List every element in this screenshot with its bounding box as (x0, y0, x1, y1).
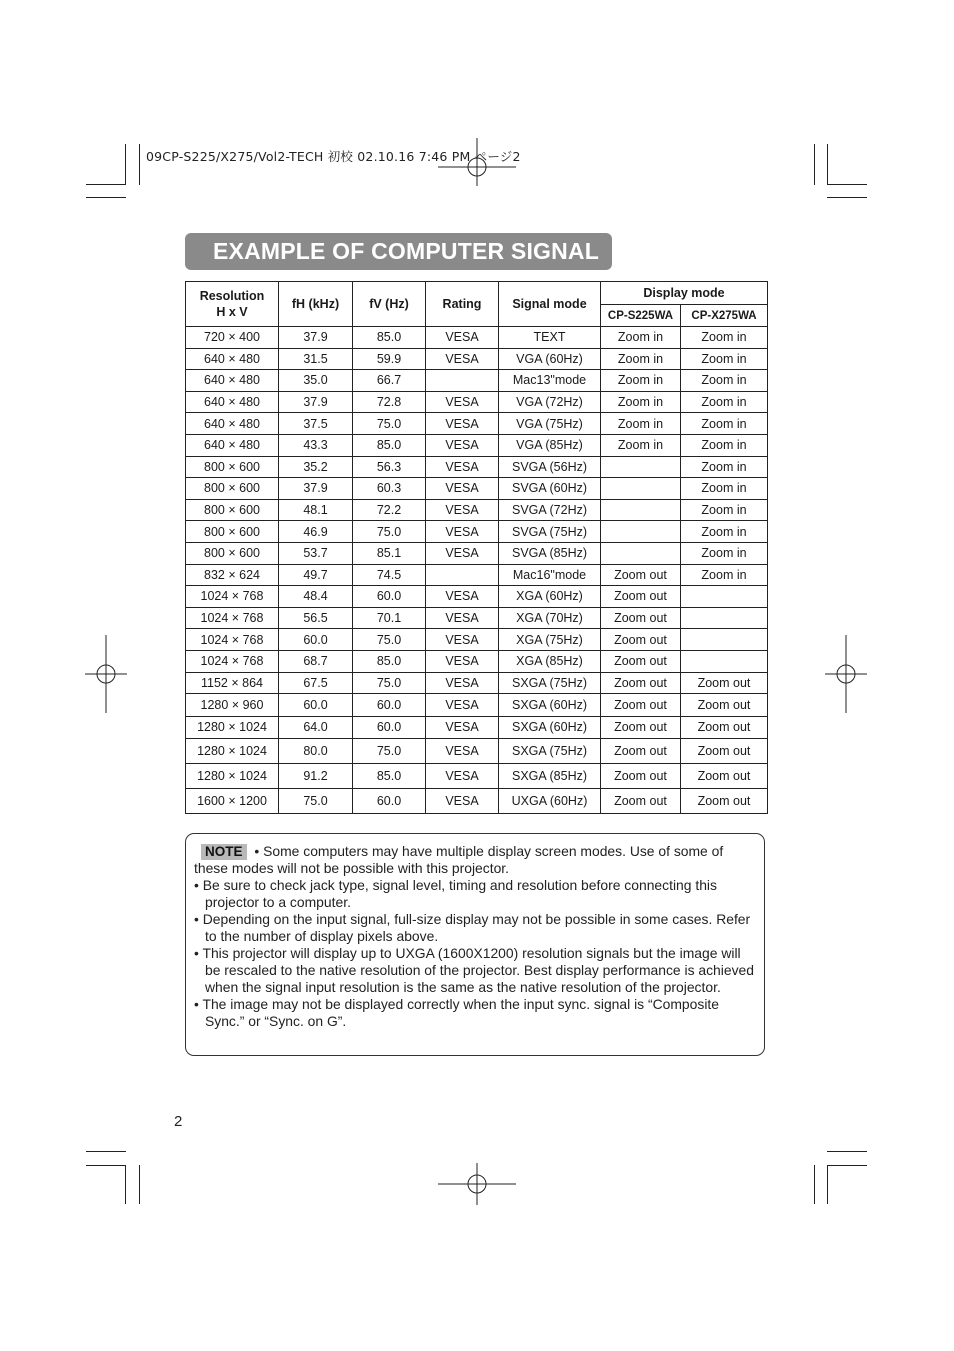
signal-mode-cell: XGA (60Hz) (499, 586, 601, 608)
display-mode-x275wa-cell: Zoom out (681, 764, 768, 789)
resolution-cell: 640 × 480 (186, 413, 279, 435)
display-mode-x275wa-cell: Zoom in (681, 327, 768, 349)
table-row (186, 348, 768, 370)
display-mode-s225wa-cell (601, 456, 681, 478)
fv-cell: 75.0 (353, 629, 426, 651)
resolution-cell: 1024 × 768 (186, 650, 279, 672)
header-model-cp-s225wa: CP-S225WA (601, 305, 681, 327)
display-mode-s225wa-cell: Zoom out (601, 694, 681, 717)
resolution-cell: 720 × 400 (186, 327, 279, 349)
note-bullet: • Be sure to check jack type, signal level, timing and resolution before connecting this projector to a computer. (194, 877, 717, 910)
fh-cell: 48.1 (279, 499, 353, 521)
signal-mode-cell: SXGA (75Hz) (499, 739, 601, 764)
fv-cell: 66.7 (353, 370, 426, 392)
signal-mode-cell: VGA (60Hz) (499, 348, 601, 370)
display-mode-s225wa-cell: Zoom in (601, 327, 681, 349)
fh-cell: 43.3 (279, 434, 353, 456)
note-bullet: • This projector will display up to UXGA (1600X1200) resolution signals but the image will be rescaled to the native resolution of the projector. Best display performance is achieved when the signal input resolution is the same as the native resolution of the projector. (194, 945, 754, 995)
display-mode-s225wa-cell: Zoom out (601, 716, 681, 739)
fh-cell: 49.7 (279, 564, 353, 586)
display-mode-s225wa-cell: Zoom out (601, 629, 681, 651)
resolution-cell: 1280 × 1024 (186, 739, 279, 764)
display-mode-s225wa-cell: Zoom out (601, 650, 681, 672)
note-first-paragraph: NOTE • Some computers may have multiple display screen modes. Use of some of these modes will not be possible with this projector. (194, 843, 724, 876)
signal-mode-cell: SVGA (85Hz) (499, 542, 601, 564)
display-mode-x275wa-cell: Zoom in (681, 521, 768, 543)
signal-mode-cell: XGA (70Hz) (499, 607, 601, 629)
fh-cell: 64.0 (279, 716, 353, 739)
signal-mode-cell: SVGA (56Hz) (499, 456, 601, 478)
display-mode-x275wa-cell (681, 586, 768, 608)
fv-cell: 85.0 (353, 764, 426, 789)
display-mode-s225wa-cell: Zoom in (601, 434, 681, 456)
rating-cell: VESA (426, 586, 499, 608)
resolution-cell: 1024 × 768 (186, 629, 279, 651)
fh-cell: 48.4 (279, 586, 353, 608)
header-fh: fH (kHz) (279, 282, 353, 327)
fh-cell: 68.7 (279, 650, 353, 672)
display-mode-x275wa-cell: Zoom in (681, 564, 768, 586)
fh-cell: 60.0 (279, 629, 353, 651)
signal-mode-cell: TEXT (499, 327, 601, 349)
fv-cell: 85.1 (353, 542, 426, 564)
resolution-cell: 1280 × 1024 (186, 716, 279, 739)
signal-mode-cell: XGA (85Hz) (499, 650, 601, 672)
resolution-cell: 800 × 600 (186, 521, 279, 543)
fv-cell: 75.0 (353, 413, 426, 435)
resolution-cell: 800 × 600 (186, 542, 279, 564)
note-label: NOTE (201, 844, 247, 860)
table-row (186, 456, 768, 478)
fh-cell: 67.5 (279, 672, 353, 694)
resolution-cell: 1280 × 960 (186, 694, 279, 717)
display-mode-s225wa-cell: Zoom out (601, 564, 681, 586)
display-mode-s225wa-cell: Zoom out (601, 607, 681, 629)
display-mode-x275wa-cell: Zoom in (681, 499, 768, 521)
rating-cell: VESA (426, 391, 499, 413)
fh-cell: 31.5 (279, 348, 353, 370)
fv-cell: 75.0 (353, 521, 426, 543)
table-row (186, 521, 768, 543)
display-mode-s225wa-cell: Zoom out (601, 764, 681, 789)
resolution-cell: 640 × 480 (186, 370, 279, 392)
display-mode-s225wa-cell: Zoom in (601, 348, 681, 370)
header-display-mode: Display mode (601, 282, 768, 305)
signal-mode-cell: VGA (72Hz) (499, 391, 601, 413)
note-bullet: • Depending on the input signal, full-size display may not be possible in some cases. Refer to the number of display pixels above. (194, 911, 751, 944)
rating-cell: VESA (426, 607, 499, 629)
rating-cell: VESA (426, 499, 499, 521)
table-row (186, 672, 768, 694)
table-row (186, 694, 768, 717)
display-mode-x275wa-cell: Zoom out (681, 694, 768, 717)
fh-cell: 75.0 (279, 789, 353, 814)
table-row (186, 434, 768, 456)
fv-cell: 72.8 (353, 391, 426, 413)
fv-cell: 72.2 (353, 499, 426, 521)
fv-cell: 59.9 (353, 348, 426, 370)
table-row (186, 499, 768, 521)
display-mode-x275wa-cell: Zoom out (681, 789, 768, 814)
rating-cell: VESA (426, 542, 499, 564)
fv-cell: 85.0 (353, 650, 426, 672)
header-resolution: Resolution H x V (186, 282, 279, 327)
display-mode-s225wa-cell: Zoom in (601, 370, 681, 392)
header-signal-mode: Signal mode (499, 282, 601, 327)
display-mode-x275wa-cell: Zoom out (681, 672, 768, 694)
page-number: 2 (174, 1113, 183, 1130)
rating-cell (426, 370, 499, 392)
fh-cell: 35.2 (279, 456, 353, 478)
display-mode-x275wa-cell: Zoom in (681, 413, 768, 435)
rating-cell: VESA (426, 348, 499, 370)
rating-cell: VESA (426, 478, 499, 500)
display-mode-x275wa-cell: Zoom in (681, 348, 768, 370)
table-row (186, 716, 768, 739)
fh-cell: 37.5 (279, 413, 353, 435)
table-row (186, 478, 768, 500)
fv-cell: 60.0 (353, 789, 426, 814)
resolution-cell: 640 × 480 (186, 391, 279, 413)
table-body (186, 327, 768, 814)
fh-cell: 37.9 (279, 327, 353, 349)
table-row (186, 586, 768, 608)
rating-cell: VESA (426, 764, 499, 789)
page-title: EXAMPLE OF COMPUTER SIGNAL (213, 238, 599, 264)
signal-mode-cell: UXGA (60Hz) (499, 789, 601, 814)
signal-mode-cell: SXGA (60Hz) (499, 694, 601, 717)
display-mode-x275wa-cell (681, 629, 768, 651)
resolution-cell: 640 × 480 (186, 434, 279, 456)
display-mode-x275wa-cell: Zoom out (681, 739, 768, 764)
rating-cell: VESA (426, 434, 499, 456)
header-model-cp-x275wa: CP-X275WA (681, 305, 768, 327)
display-mode-x275wa-cell: Zoom out (681, 716, 768, 739)
registration-mark-bottom (438, 1145, 516, 1223)
table-row (186, 542, 768, 564)
rating-cell: VESA (426, 694, 499, 717)
fv-cell: 85.0 (353, 327, 426, 349)
fh-cell: 60.0 (279, 694, 353, 717)
fh-cell: 91.2 (279, 764, 353, 789)
header-rating: Rating (426, 282, 499, 327)
fv-cell: 60.0 (353, 716, 426, 739)
signal-mode-cell: Mac16"mode (499, 564, 601, 586)
table-row (186, 564, 768, 586)
fv-cell: 74.5 (353, 564, 426, 586)
fh-cell: 37.9 (279, 478, 353, 500)
display-mode-x275wa-cell: Zoom in (681, 391, 768, 413)
fv-cell: 60.0 (353, 694, 426, 717)
registration-mark-left (67, 635, 145, 713)
rating-cell: VESA (426, 521, 499, 543)
resolution-cell: 800 × 600 (186, 499, 279, 521)
signal-mode-cell: SXGA (75Hz) (499, 672, 601, 694)
table-row (186, 764, 768, 789)
display-mode-x275wa-cell: Zoom in (681, 370, 768, 392)
registration-mark-right (807, 635, 885, 713)
display-mode-s225wa-cell (601, 499, 681, 521)
rating-cell: VESA (426, 716, 499, 739)
display-mode-x275wa-cell (681, 607, 768, 629)
resolution-cell: 1280 × 1024 (186, 764, 279, 789)
display-mode-x275wa-cell (681, 650, 768, 672)
fh-cell: 53.7 (279, 542, 353, 564)
section-title-bar (185, 233, 612, 270)
display-mode-x275wa-cell: Zoom in (681, 456, 768, 478)
signal-mode-cell: SXGA (60Hz) (499, 716, 601, 739)
display-mode-s225wa-cell: Zoom out (601, 739, 681, 764)
registration-mark-top (438, 128, 516, 206)
resolution-cell: 640 × 480 (186, 348, 279, 370)
table-row (186, 650, 768, 672)
fh-cell: 35.0 (279, 370, 353, 392)
fv-cell: 75.0 (353, 672, 426, 694)
rating-cell: VESA (426, 327, 499, 349)
display-mode-s225wa-cell (601, 542, 681, 564)
table-row (186, 327, 768, 349)
signal-mode-cell: SVGA (75Hz) (499, 521, 601, 543)
display-mode-s225wa-cell: Zoom in (601, 391, 681, 413)
note-bullet: • The image may not be displayed correctly when the input sync. signal is “Composite Sync.” or “Sync. on G”. (194, 996, 719, 1029)
rating-cell: VESA (426, 789, 499, 814)
resolution-cell: 832 × 624 (186, 564, 279, 586)
fv-cell: 60.3 (353, 478, 426, 500)
display-mode-s225wa-cell: Zoom in (601, 413, 681, 435)
display-mode-s225wa-cell: Zoom out (601, 789, 681, 814)
fv-cell: 70.1 (353, 607, 426, 629)
fv-cell: 60.0 (353, 586, 426, 608)
rating-cell: VESA (426, 413, 499, 435)
fv-cell: 56.3 (353, 456, 426, 478)
table-row (186, 629, 768, 651)
fv-cell: 85.0 (353, 434, 426, 456)
rating-cell: VESA (426, 629, 499, 651)
signal-mode-cell: VGA (75Hz) (499, 413, 601, 435)
display-mode-s225wa-cell: Zoom out (601, 672, 681, 694)
rating-cell: VESA (426, 672, 499, 694)
fh-cell: 46.9 (279, 521, 353, 543)
computer-signal-table (185, 281, 768, 814)
fv-cell: 75.0 (353, 739, 426, 764)
signal-mode-cell: XGA (75Hz) (499, 629, 601, 651)
signal-mode-cell: SVGA (72Hz) (499, 499, 601, 521)
resolution-cell: 1024 × 768 (186, 607, 279, 629)
display-mode-s225wa-cell (601, 478, 681, 500)
fh-cell: 37.9 (279, 391, 353, 413)
table-row (186, 607, 768, 629)
signal-mode-cell: VGA (85Hz) (499, 434, 601, 456)
display-mode-x275wa-cell: Zoom in (681, 542, 768, 564)
header-fv: fV (Hz) (353, 282, 426, 327)
signal-mode-cell: Mac13"mode (499, 370, 601, 392)
fh-cell: 56.5 (279, 607, 353, 629)
rating-cell: VESA (426, 456, 499, 478)
rating-cell (426, 564, 499, 586)
resolution-cell: 1152 × 864 (186, 672, 279, 694)
signal-mode-cell: SVGA (60Hz) (499, 478, 601, 500)
table-row (186, 739, 768, 764)
rating-cell: VESA (426, 650, 499, 672)
resolution-cell: 1024 × 768 (186, 586, 279, 608)
note-content (194, 843, 756, 1030)
print-header: 09CP-S225/X275/Vol2-TECH 初校 02.10.16 7:46 PM ページ2 (146, 149, 521, 164)
signal-mode-cell: SXGA (85Hz) (499, 764, 601, 789)
display-mode-x275wa-cell: Zoom in (681, 478, 768, 500)
display-mode-s225wa-cell: Zoom out (601, 586, 681, 608)
table-row (186, 370, 768, 392)
resolution-cell: 800 × 600 (186, 478, 279, 500)
fh-cell: 80.0 (279, 739, 353, 764)
display-mode-s225wa-cell (601, 521, 681, 543)
table-row (186, 413, 768, 435)
rating-cell: VESA (426, 739, 499, 764)
table-row (186, 789, 768, 814)
resolution-cell: 1600 × 1200 (186, 789, 279, 814)
display-mode-x275wa-cell: Zoom in (681, 434, 768, 456)
resolution-cell: 800 × 600 (186, 456, 279, 478)
table-row (186, 391, 768, 413)
